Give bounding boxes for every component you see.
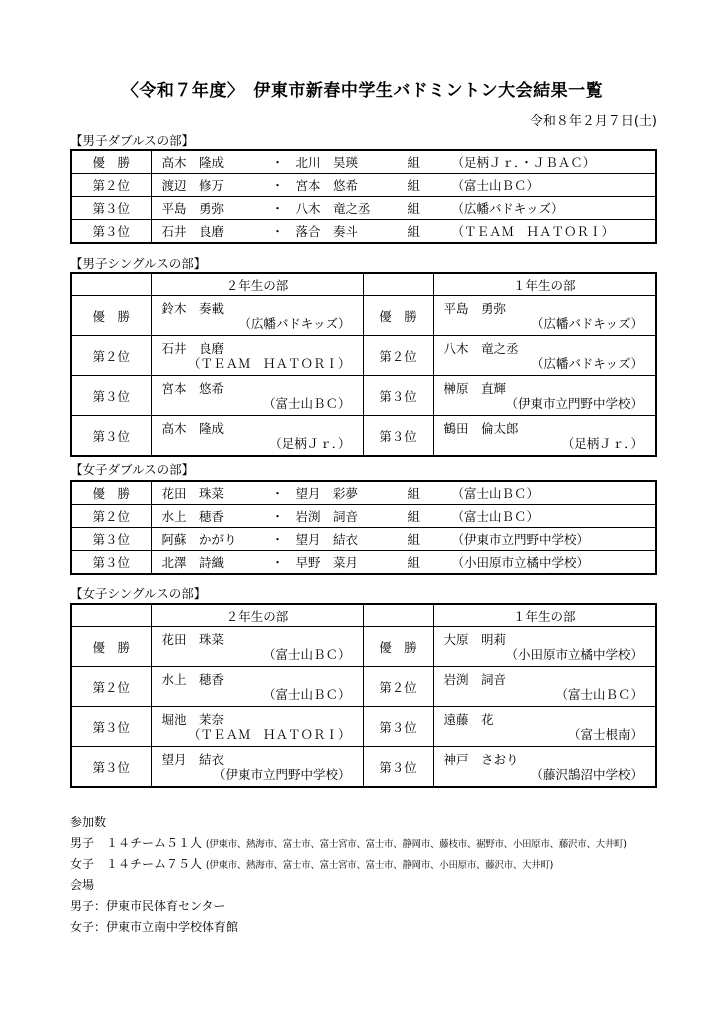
table-header-row [71,273,656,296]
girls-singles-table [70,603,657,788]
pair-cell: 花田 珠菜 ・ 望月 彩夢 組 （富士山ＢＣ） [151,481,656,505]
rank-cell: 第３位 [71,416,151,457]
girls-singles-heading: 【女子シングルスの部】 [70,586,207,601]
rank-cell: 第２位 [71,174,151,197]
event-date: 令和８年２月７日(土) [529,114,657,129]
player-cell: 遠藤 花 （富士根南） [433,707,656,747]
rank-cell: 優 勝 [71,627,151,667]
pair-cell: 水上 穂香 ・ 岩渕 詞音 組 （富士山ＢＣ） [151,505,656,528]
boys-singles-heading: 【男子シングルスの部】 [70,256,207,271]
pair-cell: 石井 良磨 ・ 落合 奏斗 組 （ＴＥＡＭ ＨＡＴＯＲＩ） [151,220,656,244]
rank-cell: 第３位 [363,747,433,788]
table-row [71,416,656,457]
player-cell: 宮本 悠希 （富士山ＢＣ） [151,376,363,416]
player-cell: 高木 隆成 （足柄Ｊｒ．） [151,416,363,457]
participants-girls: 女子 １４チーム７５人 (伊東市、熱海市、富士市、富士宮市、富士市、静岡市、小田原市、藤沢市、大井町) [70,857,554,871]
table-row [71,197,656,220]
table-row [71,150,656,174]
table-row [71,627,656,667]
rank-cell: 第３位 [363,416,433,457]
rank-cell: 第２位 [71,667,151,707]
player-cell: 花田 珠菜 （富士山ＢＣ） [151,627,363,667]
player-cell: 堀池 茉奈 （ＴＥＡＭ ＨＡＴＯＲＩ） [151,707,363,747]
player-cell: 鈴木 奏載 （広幡バドキッズ） [151,296,363,336]
table-row [71,551,656,575]
player-cell: 八木 竜之丞 （広幡バドキッズ） [433,336,656,376]
player-cell: 神戸 さおり （藤沢鵠沼中学校） [433,747,656,788]
rank-cell: 優 勝 [71,150,151,174]
table-row [71,667,656,707]
pair-cell: 平島 勇弥 ・ 八木 竜之丞 組 （広幡バドキッズ） [151,197,656,220]
pair-cell: 阿蘇 かがり ・ 望月 結衣 組 （伊東市立門野中学校） [151,528,656,551]
table-header-row [71,604,656,627]
table-row [71,481,656,505]
rank-cell: 第３位 [71,376,151,416]
rank-cell: 第２位 [71,505,151,528]
pair-cell: 渡辺 修万 ・ 宮本 悠希 組 （富士山ＢＣ） [151,174,656,197]
rank-cell: 第３位 [71,551,151,575]
rank-cell: 優 勝 [363,296,433,336]
table-row [71,376,656,416]
rank-cell: 第３位 [363,376,433,416]
girls-doubles-table [70,480,657,575]
player-cell: 石井 良磨 （ＴＥＡＭ ＨＡＴＯＲＩ） [151,336,363,376]
table-row [71,296,656,336]
pair-cell: 北澤 詩織 ・ 早野 菜月 組 （小田原市立橘中学校） [151,551,656,575]
participants-boys: 男子 １４チーム５１人 (伊東市、熱海市、富士市、富士宮市、富士市、静岡市、藤枝市、裾野市、小田原市、藤沢市、大井町) [70,836,627,850]
venue-heading: 会場 [70,878,95,892]
boys-doubles-table [70,149,657,244]
table-row [71,747,656,788]
rank-cell: 第２位 [363,336,433,376]
table-row [71,707,656,747]
player-cell: 平島 勇弥 （広幡バドキッズ） [433,296,656,336]
rank-cell: 第２位 [363,667,433,707]
rank-cell: 優 勝 [71,296,151,336]
player-cell: 水上 穂香 （富士山ＢＣ） [151,667,363,707]
boys-singles-table [70,272,657,457]
rank-cell: 優 勝 [71,481,151,505]
girls-doubles-heading: 【女子ダブルスの部】 [70,462,195,477]
table-row [71,528,656,551]
venue-girls: 女子：伊東市立南中学校体育館 [70,920,239,934]
page-title: 〈令和７年度〉 伊東市新春中学生バドミントン大会結果一覧 [121,81,604,101]
player-cell: 榊原 直輝 （伊東市立門野中学校） [433,376,656,416]
rank-cell: 第３位 [71,197,151,220]
rank-cell: 第３位 [71,747,151,788]
table-row [71,336,656,376]
grade1-header: １年生の部 [433,604,656,627]
player-cell: 望月 結衣 （伊東市立門野中学校） [151,747,363,788]
grade2-header: ２年生の部 [151,273,363,296]
rank-cell: 第２位 [71,336,151,376]
player-cell: 岩渕 詞音 （富士山ＢＣ） [433,667,656,707]
table-row [71,174,656,197]
rank-cell: 第３位 [71,528,151,551]
grade1-header: １年生の部 [433,273,656,296]
pair-cell: 高木 隆成 ・ 北川 昊瑛 組 （足柄Ｊｒ．・ＪＢＡＣ） [151,150,656,174]
rank-cell: 第３位 [71,707,151,747]
table-row [71,505,656,528]
player-cell: 大原 明莉 （小田原市立橘中学校） [433,627,656,667]
player-cell: 鶴田 倫太郎 （足柄Ｊｒ．） [433,416,656,457]
grade2-header: ２年生の部 [151,604,363,627]
rank-cell: 優 勝 [363,627,433,667]
rank-cell: 第３位 [71,220,151,244]
rank-cell: 第３位 [363,707,433,747]
table-row [71,220,656,244]
participants-heading: 参加数 [70,815,107,829]
boys-doubles-heading: 【男子ダブルスの部】 [70,133,195,148]
venue-boys: 男子：伊東市民体育センター [70,899,226,913]
